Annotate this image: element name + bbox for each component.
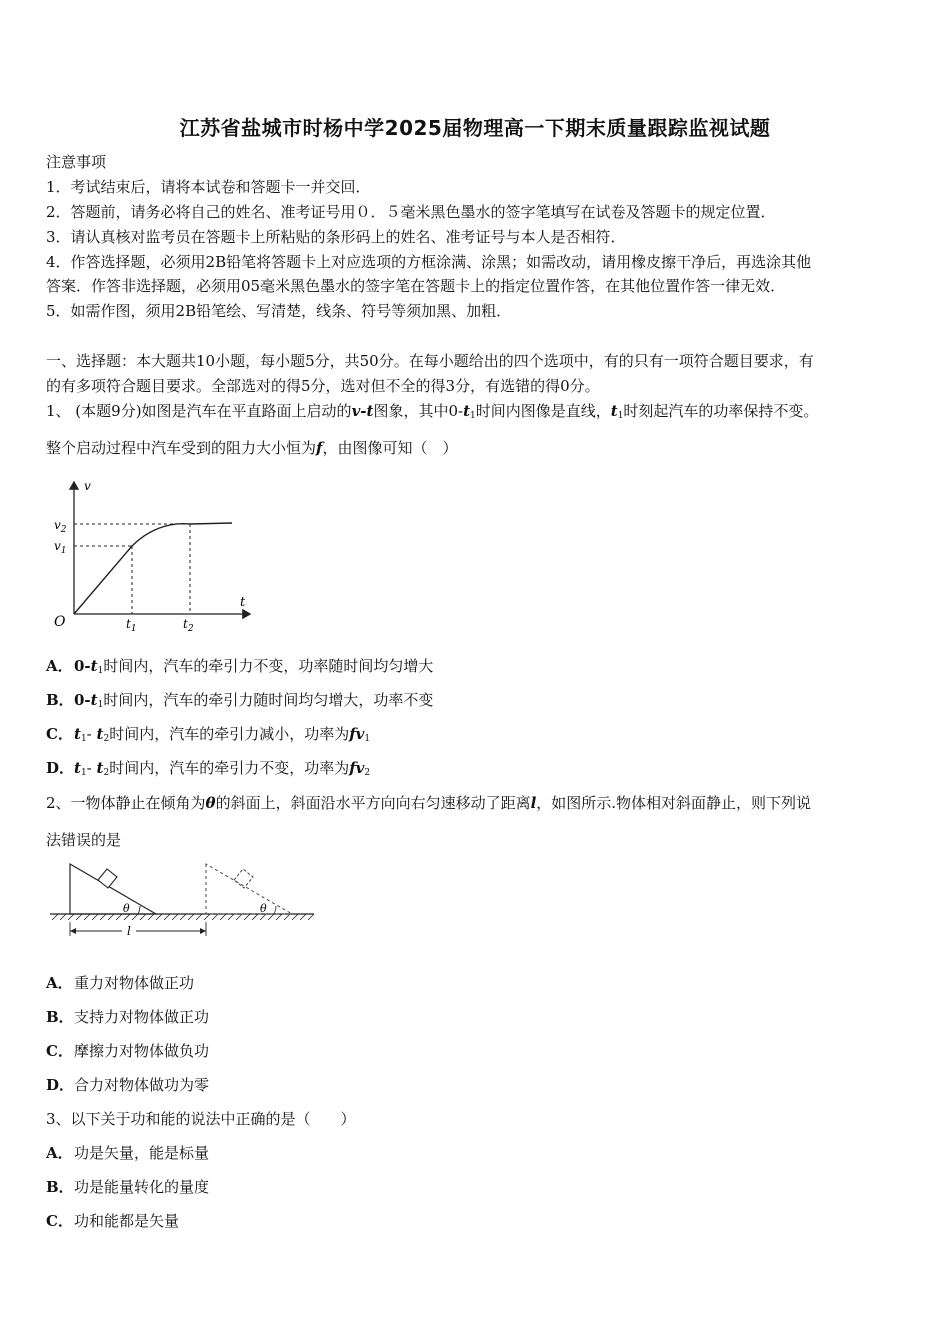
- q3-option-a: A．功是矢量，能是标量: [46, 1144, 210, 1162]
- notice-item: 答案．作答非选择题，必须用05毫米黑色墨水的签字笔在答题卡上的指定位置作答，在其他位置作答一律无效．: [46, 277, 786, 295]
- t1-label: $t_1$: [126, 617, 137, 634]
- l-arrowhead-right: [200, 928, 206, 934]
- q2-option-b: B．支持力对物体做正功: [46, 1008, 210, 1026]
- vt-graph: [50, 474, 260, 636]
- q2-stem: 2、一物体静止在倾角为θ的斜面上，斜面沿水平方向向右匀速移动了距离l，如图所示.物体相对斜面静止，则下列说: [46, 794, 812, 812]
- incline-dashed: [206, 864, 292, 914]
- q3-option-c: C．功和能都是矢量: [46, 1212, 180, 1230]
- q3-stem: 3、以下关于功和能的说法中正确的是（ ）: [46, 1110, 356, 1128]
- theta-label-dashed: θ: [260, 902, 267, 915]
- q1-option-c: C．$t_1-$ $t_2$时间内，汽车的牵引力减小，功率为$fv_1$: [46, 725, 371, 744]
- v1-label: $v_1$: [54, 539, 67, 556]
- notice-item: 4．作答选择题，必须用2B铅笔将答题卡上对应选项的方框涂满、涂黑；如需改动，请用橡皮擦干净后，再选涂其他: [46, 253, 812, 271]
- t2-label: $t_2$: [183, 617, 194, 634]
- q2-option-c: C．摩擦力对物体做负功: [46, 1042, 210, 1060]
- q1-option-d: D．$t_1-$ $t_2$时间内，汽车的牵引力不变，功率为$fv_2$: [46, 759, 371, 778]
- block-dashed: [234, 869, 253, 888]
- notice-item: 3．请认真核对监考员在答题卡上所粘贴的条形码上的姓名、准考证号与本人是否相符．: [46, 228, 626, 246]
- exam-title: 江苏省盐城市时杨中学2025届物理高一下期末质量跟踪监视试题: [179, 116, 771, 140]
- q2-stem-line2: 法错误的是: [46, 831, 122, 849]
- block-solid: [98, 869, 117, 888]
- theta-label: θ: [123, 902, 130, 915]
- theta-arc: [138, 906, 140, 914]
- section-instruction: 一、选择题：本大题共10小题，每小题5分，共50分。在每小题给出的四个选项中，有的只有一项符合题目要求，有: [46, 352, 814, 370]
- origin-label: O: [54, 614, 66, 630]
- v-axis-label: v: [84, 479, 91, 493]
- notice-item: 5．如需作图，须用2B铅笔绘、写清楚，线条、符号等须加黑、加粗．: [46, 302, 512, 320]
- ground-hatching: [52, 914, 314, 920]
- t-axis-label: t: [240, 595, 246, 610]
- vt-curve: [74, 523, 232, 614]
- incline-figure: [46, 860, 318, 940]
- notice-heading: 注意事项: [46, 153, 107, 171]
- q3-option-b: B．功是能量转化的量度: [46, 1178, 210, 1196]
- l-label: l: [127, 924, 131, 938]
- v2-label: $v_2$: [54, 518, 67, 535]
- theta-arc-dashed: [274, 906, 276, 914]
- q1-stem-line2: 整个启动过程中汽车受到的阻力大小恒为f，由图像可知（ ）: [46, 439, 458, 457]
- section-instruction: 的有多项符合题目要求。全部选对的得5分，选对但不全的得3分，有选错的得0分。: [46, 377, 600, 395]
- q1-option-a: A．$0-t_1$时间内，汽车的牵引力不变，功率随时间均匀增大: [46, 657, 434, 676]
- incline-solid: [70, 864, 156, 914]
- q2-option-a: A．重力对物体做正功: [46, 974, 195, 992]
- l-arrowhead-left: [70, 928, 76, 934]
- notice-item: 1．考试结束后，请将本试卷和答题卡一并交回．: [46, 178, 371, 196]
- q1-stem: 1、 (本题9分)如图是汽车在平直路面上启动的v-t图象，其中$0-t_1$时间内图像是直线，$t_1$时刻起汽车的功率保持不变。: [46, 402, 819, 421]
- q2-option-d: D．合力对物体做功为零: [46, 1076, 210, 1094]
- notice-item: 2．答题前，请务必将自己的姓名、准考证号用０．５毫米黑色墨水的签字笔填写在试卷及答题卡的规定位置．: [46, 203, 776, 221]
- q1-option-b: B．$0-t_1$时间内，汽车的牵引力随时间均匀增大，功率不变: [46, 691, 434, 710]
